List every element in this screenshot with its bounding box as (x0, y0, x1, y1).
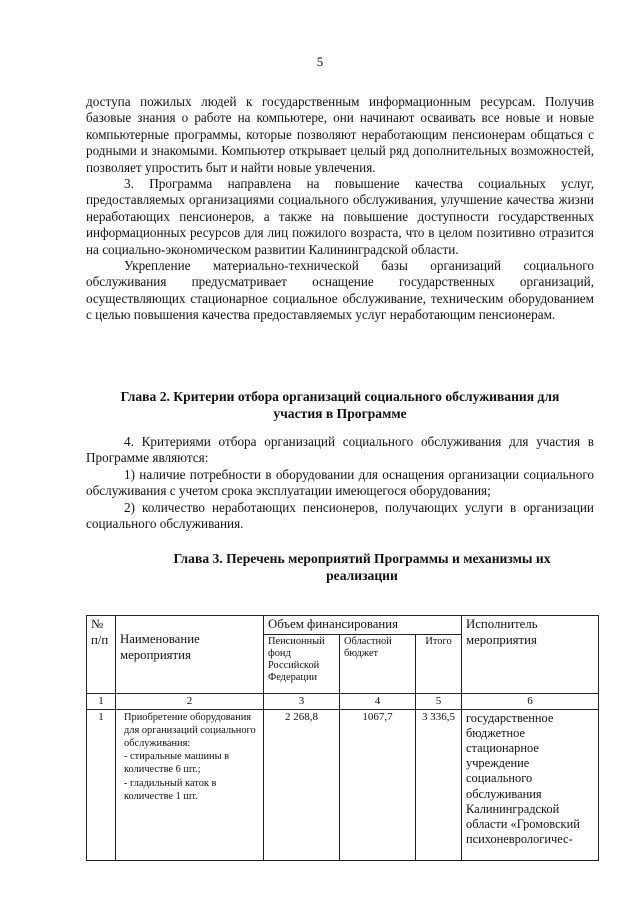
table-column-numbers-row (87, 693, 599, 709)
row-name-line: - стиральные машины в количестве 6 шт.; (124, 751, 230, 776)
row-name-line: Приобретение оборудования для организаций социального обслуживания: (124, 711, 256, 749)
col-number: 2 (116, 693, 264, 709)
measures-table (86, 615, 599, 861)
col-number: 4 (340, 693, 416, 709)
paragraph-4: 4. Критериями отбора организаций социального обслуживания для участия в Программе являются: (86, 434, 594, 466)
row-regional-budget: 1067,7 (340, 709, 416, 860)
paragraph-material-base: Укрепление материально-технической базы организаций социального обслуживания предусматривает оснащение государственных организаций, осуществляющих стационарное социальное обслуживание, техническим оборудованием с целью повышения качества предоставляемых услуг неработающим пенсионерам. (86, 258, 594, 323)
table-row (87, 709, 599, 860)
row-name (116, 709, 264, 860)
chapter-3-heading: Глава 3. Перечень мероприятий Программы и механизмы их реализации (173, 551, 551, 583)
row-executor: государственное бюджетное стационарное учреждение социального обслуживания Калининградской области «Громовский психоневрологичес- (462, 709, 599, 860)
col-number: 1 (87, 693, 116, 709)
chapter-2-heading: Глава 2. Критерии отбора организаций социального обслуживания для участия в Программе (120, 389, 560, 421)
row-name-line: - гладильный каток в количестве 1 шт. (124, 777, 217, 802)
paragraph-3: 3. Программа направлена на повышение качества социальных услуг, предоставляемых организациями социального обслуживания, улучшение качества жизни неработающих пенсионеров, а также на повышение доступности государственных информационных ресурсов для лиц пожилого возраста, что в целом позитивно отразится на социально-экономическом развитии Калининградской области. (86, 176, 594, 257)
col-number: 5 (416, 693, 462, 709)
row-pension-fund: 2 268,8 (264, 709, 340, 860)
table-header-row (87, 616, 599, 635)
col-number: 6 (462, 693, 599, 709)
paragraph-continuation: доступа пожилых людей к государственным информационным ресурсам. Получив базовые знания о работе на компьютере, они начинают осваивать все новые и новые компьютерные программы, которые позволяют неработающим пенсионерам общаться с родными и знакомыми. Компьютер открывает целый ряд дополнительных возможностей, позволяет упростить быт и найти новые увлечения. (86, 94, 594, 175)
row-total: 3 336,5 (416, 709, 462, 860)
header-total: Итого (416, 634, 462, 693)
page-number: 5 (316, 54, 324, 69)
header-regional-budget: Областной бюджет (340, 634, 416, 693)
col-number: 3 (264, 693, 340, 709)
row-num: 1 (87, 709, 116, 860)
criterion-1: 1) наличие потребности в оборудовании для оснащения организации социального обслуживания с учетом срока эксплуатации имеющегося оборудования; (86, 466, 594, 499)
header-name: Наименование мероприятия (116, 616, 264, 694)
intro-text (86, 94, 594, 324)
header-funding: Объем финансирования (264, 616, 462, 635)
header-pension-fund: Пенсионный фонд Российской Федерации (264, 634, 340, 693)
criterion-2: 2) количество неработающих пенсионеров, получающих услуги в организации социального обслуживания. (86, 499, 594, 532)
header-num: № п/п (87, 616, 116, 694)
header-executor: Исполнитель мероприятия (462, 616, 599, 694)
chapter-2-text (86, 434, 594, 532)
